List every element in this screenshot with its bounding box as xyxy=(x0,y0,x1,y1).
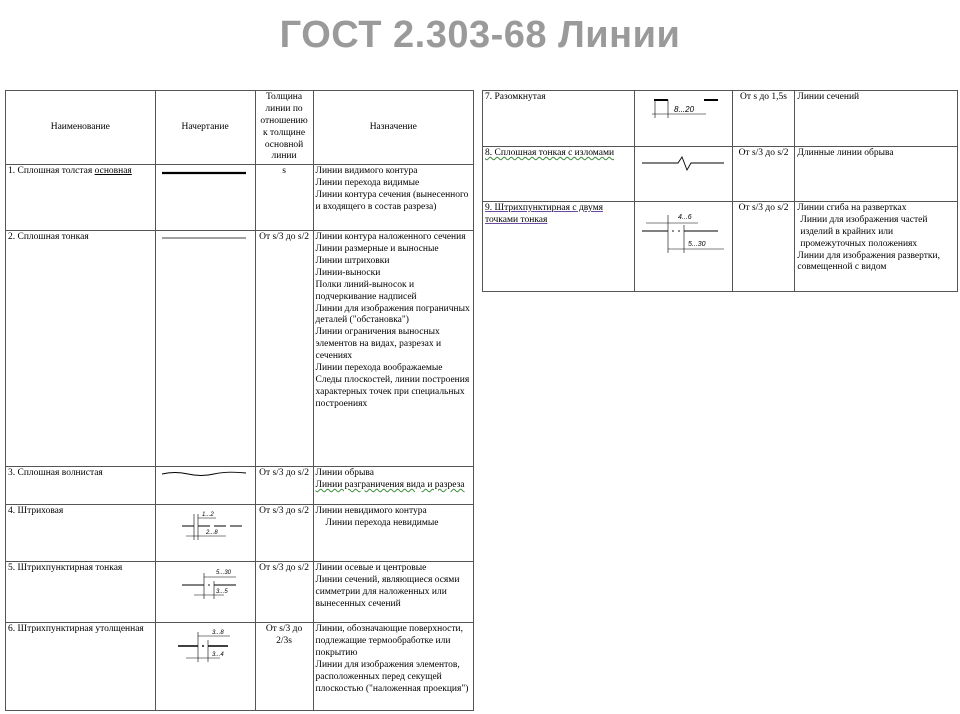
dim-label: 5...30 xyxy=(216,570,232,577)
line-name: 3. Сплошная волнистая xyxy=(6,467,156,505)
table-row xyxy=(6,231,474,467)
table-row xyxy=(483,202,958,292)
line-purpose: Линии видимого контура Линии перехода видимые Линии контура сечения (вынесенного и входящего в состав разреза) xyxy=(313,165,473,231)
line-sample-dashdot-thin xyxy=(155,562,255,623)
line-name: 1. Сплошная толстая основная xyxy=(6,165,156,231)
line-thickness: От s до 1,5s xyxy=(732,91,795,147)
line-sample-dashdot-thick xyxy=(155,623,255,711)
page-title: ГОСТ 2.303-68 Линии xyxy=(279,14,681,56)
line-thickness: От s/3 до s/2 xyxy=(255,562,313,623)
line-types-table-left xyxy=(5,90,474,711)
dim-label: 4...6 xyxy=(678,214,692,221)
line-sample-wavy xyxy=(155,467,255,505)
line-name: 7. Разомкнутая xyxy=(483,91,635,147)
line-name: 5. Штрихпунктирная тонкая xyxy=(6,562,156,623)
line-sample-dashed xyxy=(155,505,255,562)
header-purpose: Назначение xyxy=(313,91,473,165)
header-drawing: Начертание xyxy=(155,91,255,165)
line-sample-zigzag xyxy=(634,147,732,202)
line-thickness: От s/3 до s/2 xyxy=(255,505,313,562)
table-row xyxy=(483,147,958,202)
line-thickness: От s/3 до s/2 xyxy=(732,202,795,292)
line-sample-solid-thin xyxy=(155,231,255,467)
line-thickness: От s/3 до s/2 xyxy=(255,467,313,505)
line-name: 6. Штрихпунктирная утолщенная xyxy=(6,623,156,711)
line-purpose: Линии обрыва Линии разграничения вида и разреза xyxy=(313,467,473,505)
header-thickness: Толщина линии по отношению к толщине основной линии xyxy=(255,91,313,165)
dim-label: 3...8 xyxy=(212,630,224,637)
zigzag-line-icon xyxy=(638,148,728,178)
header-name: Наименование xyxy=(6,91,156,165)
dashdot-thin-line-icon xyxy=(160,563,250,605)
line-name: 4. Штриховая xyxy=(6,505,156,562)
line-sample-open xyxy=(634,91,732,147)
dim-label: 1...2 xyxy=(202,512,214,519)
dashdot-thick-line-icon xyxy=(160,624,250,668)
line-types-table-right xyxy=(482,90,958,292)
open-line-icon xyxy=(638,92,728,124)
dim-label: 5...30 xyxy=(688,241,706,248)
line-name: 8. Сплошная тонкая с изломами xyxy=(483,147,635,202)
table-row xyxy=(6,505,474,562)
line-sample-dash-two-dots xyxy=(634,202,732,292)
line-purpose: Линии, обозначающие поверхности, подлежащие термообработке или покрытию Линии для изображения элементов, расположенных перед секущей плоскостью ("наложенная проекция") xyxy=(313,623,473,711)
line-thickness: s xyxy=(255,165,313,231)
line-name: 9. Штрихпунктирная с двумя точками тонкая xyxy=(483,202,635,292)
table-row xyxy=(483,91,958,147)
solid-thin-line-icon xyxy=(160,232,250,244)
line-purpose: Длинные линии обрыва xyxy=(795,147,958,202)
dim-label: 3...4 xyxy=(212,652,224,659)
table-row xyxy=(6,467,474,505)
line-purpose: Линии сечений xyxy=(795,91,958,147)
dim-label: 2...8 xyxy=(206,530,218,537)
line-name: 2. Сплошная тонкая xyxy=(6,231,156,467)
line-sample-solid-thick xyxy=(155,165,255,231)
line-purpose: Линии сгиба на развертках Линии для изображения частей изделий в крайних или промежуточных положениях Линии для изображения развертки, совмещенной с видом xyxy=(795,202,958,292)
line-purpose: Линии невидимого контура Линии перехода невидимые xyxy=(313,505,473,562)
dashed-line-icon xyxy=(160,506,250,548)
table-header-row xyxy=(6,91,474,165)
line-thickness: От s/3 до 2/3s xyxy=(255,623,313,711)
solid-thick-line-icon xyxy=(160,166,250,180)
table-row xyxy=(6,623,474,711)
dim-label: 8...20 xyxy=(674,105,695,114)
dim-label: 3...5 xyxy=(216,589,228,596)
line-thickness: От s/3 до s/2 xyxy=(255,231,313,467)
table-row xyxy=(6,562,474,623)
line-thickness: От s/3 до s/2 xyxy=(732,147,795,202)
line-purpose: Линии контура наложенного сечения Линии размерные и выносные Линии штриховки Линии-выноски Полки линий-выносок и подчеркивание надписей Линии для изображения пограничных деталей ("обстановка") Линии ограничения выносных элементов на видах, разрезах и сечениях Линии перехода воображаемые Следы плоскостей, линии построения характерных точек при специальных построениях xyxy=(313,231,473,467)
dash-two-dots-line-icon xyxy=(638,203,728,259)
line-purpose: Линии осевые и центровые Линии сечений, являющиеся осями симметрии для наложенных или вынесенных сечений xyxy=(313,562,473,623)
table-row xyxy=(6,165,474,231)
wavy-line-icon xyxy=(160,468,250,480)
